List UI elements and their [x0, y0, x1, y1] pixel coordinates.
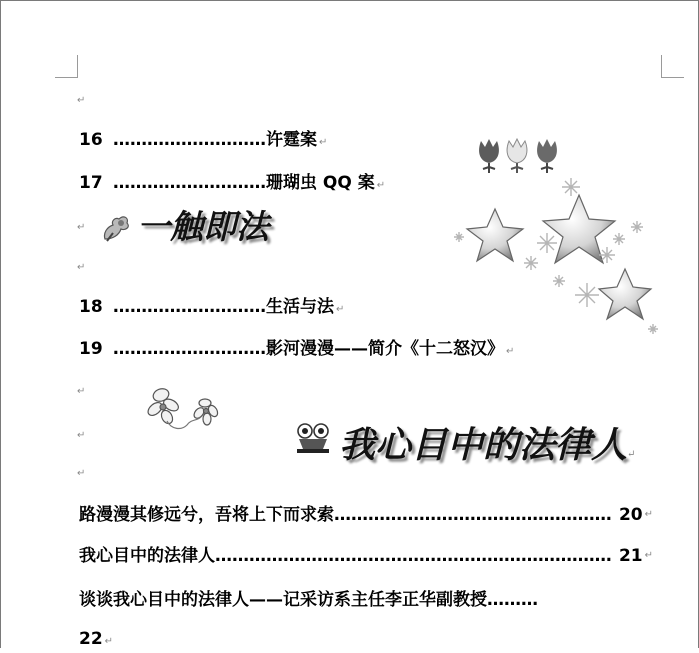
- star-icon: [599, 269, 651, 319]
- toc-number: 17: [79, 173, 103, 193]
- section-heading-two: [339, 417, 635, 468]
- toc-entry-22: [79, 589, 538, 611]
- paragraph-mark: ↵: [376, 180, 386, 191]
- toc-entry-21: [79, 545, 653, 567]
- crop-mark-top-right: [661, 55, 684, 78]
- paragraph-mark: ↵: [77, 262, 86, 273]
- paragraph-mark: ↵: [319, 137, 328, 148]
- toc-title: 路漫漫其修远兮，吾将上下而求索: [79, 505, 334, 525]
- paragraph-mark: ↵: [77, 386, 86, 397]
- tulips-and-stars-decoration: [447, 131, 669, 337]
- gavel-icon: [99, 209, 133, 245]
- toc-item-18: [79, 296, 344, 321]
- toc-item-19: [79, 338, 514, 363]
- toc-number: 19: [79, 339, 103, 359]
- crop-mark-top-left: [55, 55, 78, 78]
- section-heading-text: 一触即法: [137, 207, 269, 246]
- toc-leader: ………………………: [113, 297, 266, 317]
- paragraph-mark: ↵: [77, 95, 86, 106]
- paragraph-mark: ↵: [644, 550, 653, 561]
- paragraph-mark: ↵: [627, 449, 636, 460]
- toc-leader: ………………………: [113, 339, 266, 359]
- section-heading-one: [137, 201, 269, 248]
- toc-item-16: [79, 129, 327, 154]
- tulip-icon: [479, 139, 499, 173]
- paragraph-mark: ↵: [506, 346, 515, 357]
- paragraph-mark: ↵: [104, 636, 114, 647]
- toc-page-number: 20: [618, 505, 643, 525]
- toc-number: 18: [79, 297, 103, 317]
- toc-number: 16: [79, 130, 103, 150]
- toc-title: 谈谈我心目中的法律人——记采访系主任李正华副教授………: [79, 590, 538, 610]
- toc-page-number: 21: [618, 546, 643, 566]
- paragraph-mark: ↵: [77, 468, 86, 479]
- toc-title: 许霆案: [266, 130, 317, 150]
- paragraph-mark: ↵: [77, 222, 86, 233]
- justice-owl-icon: [293, 419, 333, 455]
- paragraph-mark: ↵: [336, 304, 345, 315]
- toc-entry-22-page: [79, 628, 113, 653]
- toc-title: 我心目中的法律人: [79, 546, 215, 566]
- star-icon: [467, 209, 523, 261]
- toc-title: 珊瑚虫 QQ 案: [266, 173, 375, 193]
- tulip-icon: [507, 139, 527, 173]
- paragraph-mark: ↵: [77, 430, 86, 441]
- flowers-decoration: [141, 385, 225, 437]
- tulip-icon: [537, 139, 557, 173]
- toc-leader: ………………………: [113, 130, 266, 150]
- section-heading-text: 我心目中的法律人: [339, 424, 628, 466]
- toc-title: 生活与法: [266, 297, 334, 317]
- toc-title: 影河漫漫——简介《十二怒汉》: [266, 339, 504, 359]
- toc-page-number: 22: [79, 629, 103, 649]
- toc-entry-20: [79, 504, 653, 526]
- paragraph-mark: ↵: [644, 509, 653, 520]
- toc-leader: ………………………: [113, 173, 266, 193]
- toc-item-17: [79, 172, 385, 197]
